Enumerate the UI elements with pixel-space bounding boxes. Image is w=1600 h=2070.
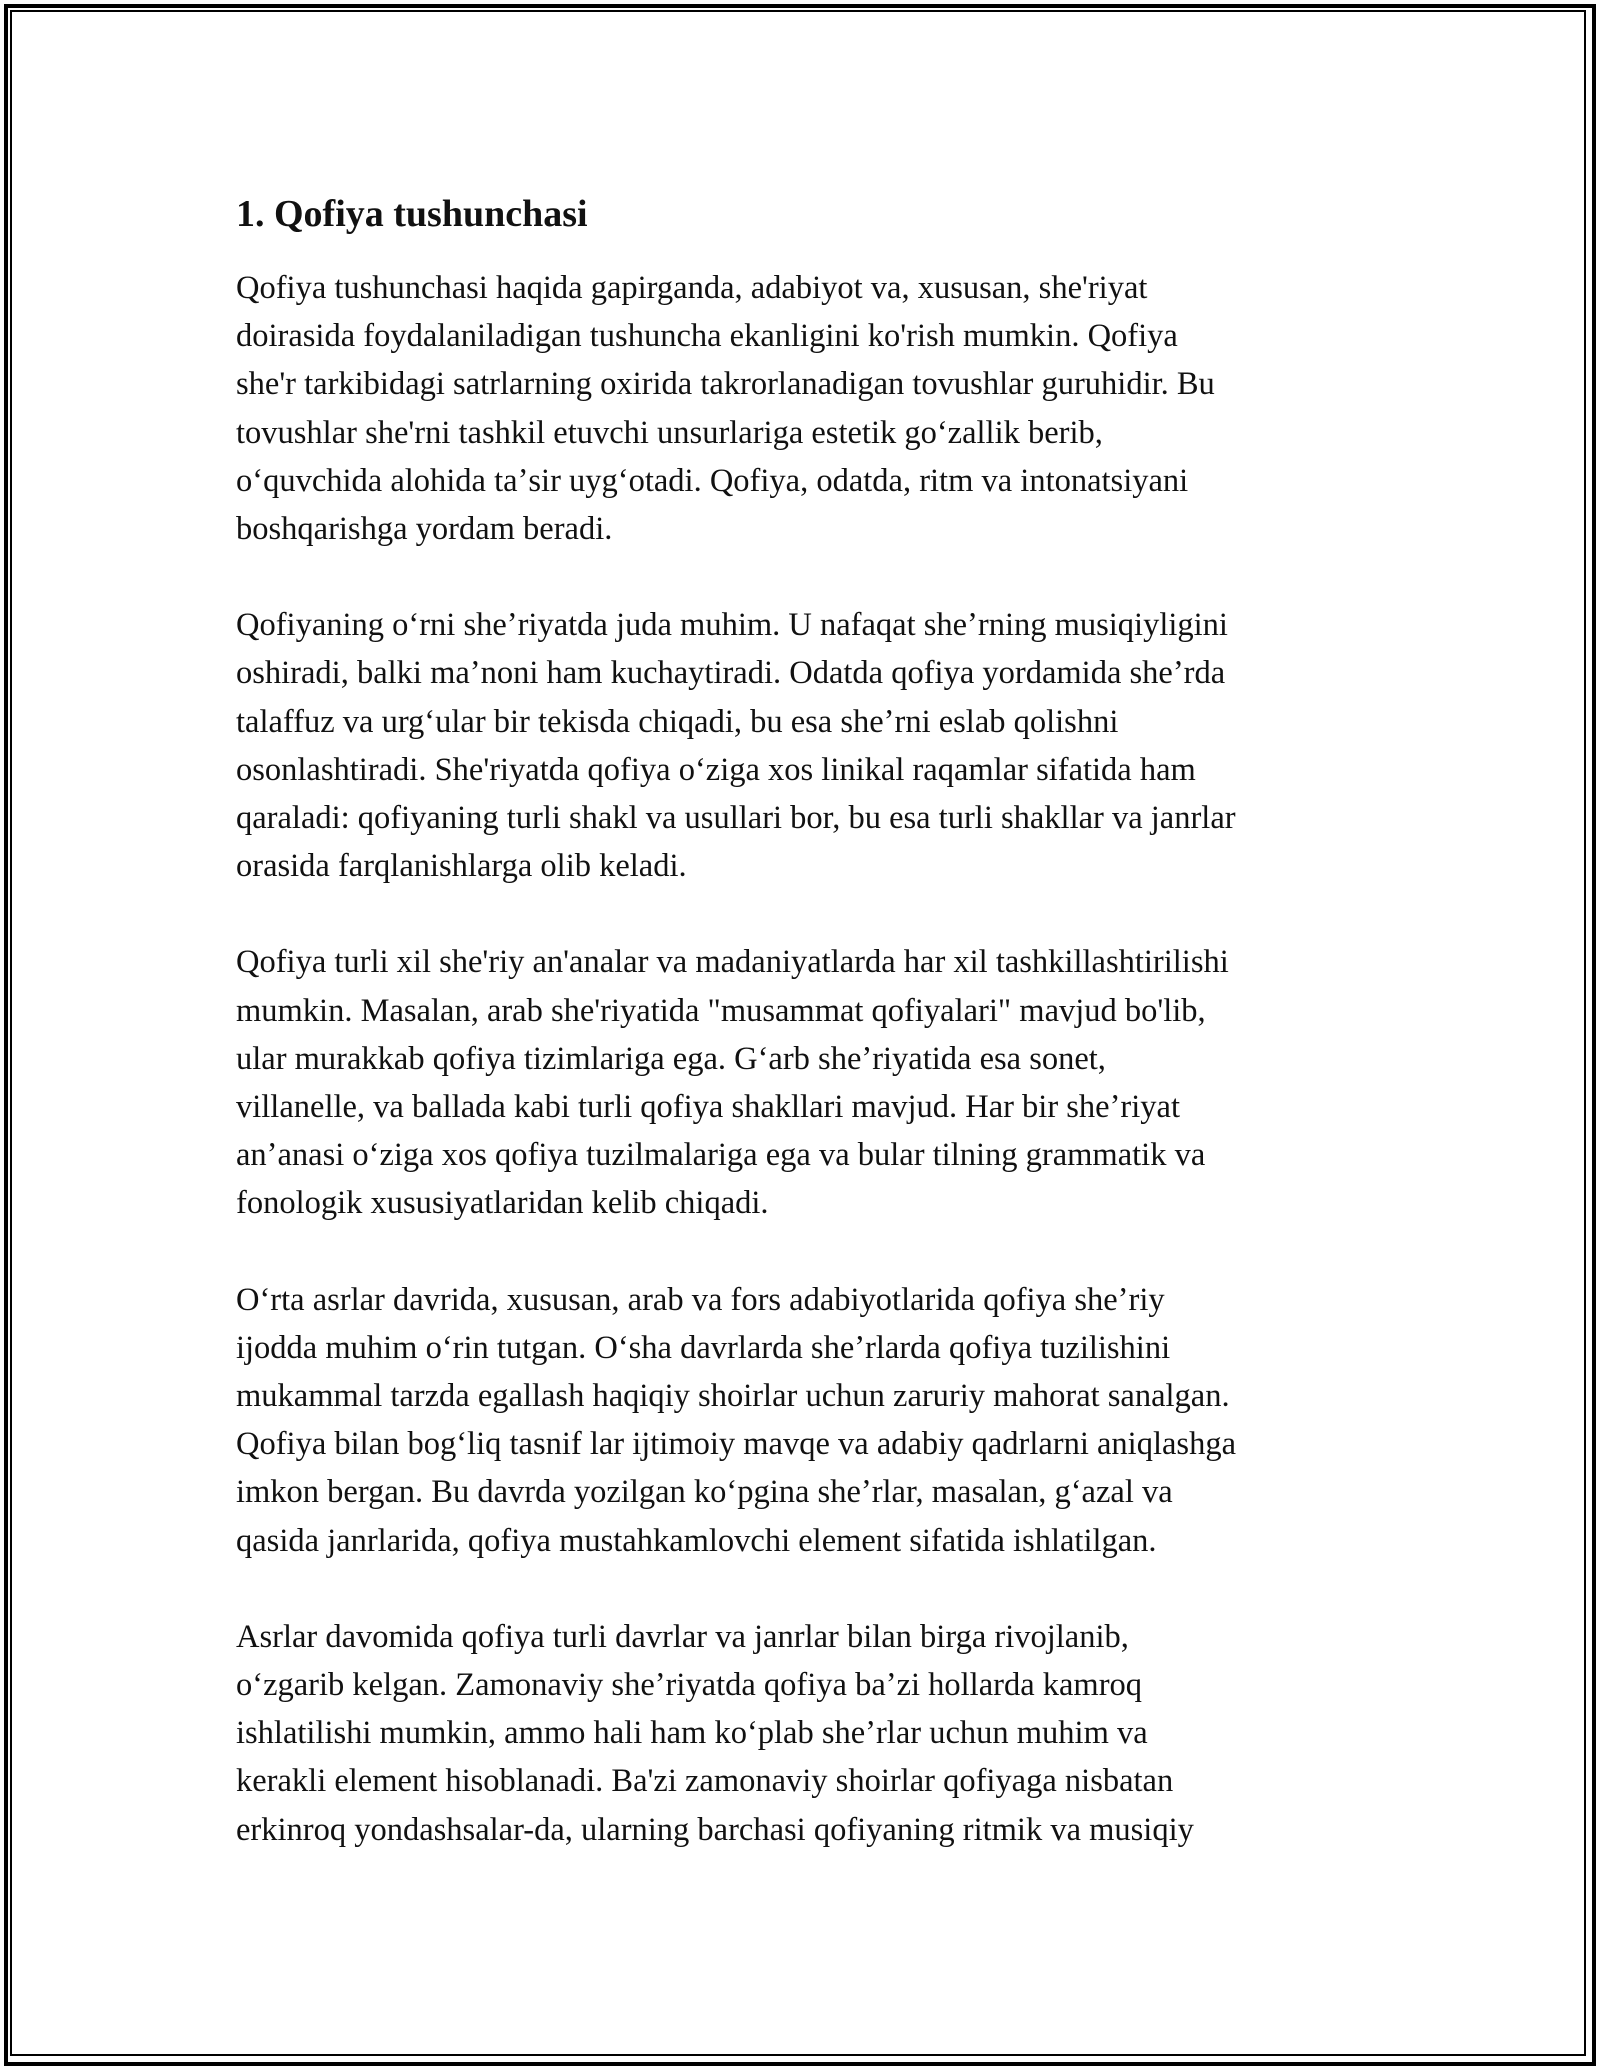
paragraph-line: Qofiya bilan bogʻliq tasnif lar ijtimoiy mavqe va adabiy qadrlarni aniqlashga <box>236 1426 1236 1463</box>
paragraph-line: qaraladi: qofiyaning turli shakl va usullari bor, bu esa turli shakllar va janrlar <box>236 800 1236 837</box>
paragraph-line: oʻquvchida alohida taʼsir uygʻotadi. Qofiya, odatda, ritm va intonatsiyani <box>236 462 1189 499</box>
paragraph-line: boshqarishga yordam beradi. <box>236 511 613 548</box>
paragraph-line: Asrlar davomida qofiya turli davrlar va janrlar bilan birga rivojlanib, <box>236 1618 1129 1655</box>
paragraph-line: anʼanasi oʻziga xos qofiya tuzilmalariga ega va bular tilning grammatik va <box>236 1137 1206 1174</box>
paragraph-line: oʻzgarib kelgan. Zamonaviy sheʼriyatda qofiya baʼzi hollarda kamroq <box>236 1667 1143 1704</box>
paragraph-3 <box>236 938 1376 1227</box>
paragraph-5 <box>236 1613 1376 1854</box>
paragraph-line: oshiradi, balki maʼnoni ham kuchaytiradi. Odatda qofiya yordamida sheʼrda <box>236 655 1226 692</box>
paragraph-line: kerakli element hisoblanadi. Ba'zi zamonaviy shoirlar qofiyaga nisbatan <box>236 1763 1174 1800</box>
paragraph-line: fonologik xususiyatlaridan kelib chiqadi. <box>236 1185 769 1222</box>
section-heading: 1. Qofiya tushunchasi <box>236 193 588 235</box>
paragraph-line: mumkin. Masalan, arab she'riyatida "musammat qofiyalari" mavjud bo'lib, <box>236 992 1206 1029</box>
paragraph-line: ijodda muhim oʻrin tutgan. Oʻsha davrlarda sheʼrlarda qofiya tuzilishini <box>236 1329 1171 1366</box>
paragraph-line: Qofiya tushunchasi haqida gapirganda, adabiyot va, xususan, she'riyat <box>236 270 1148 306</box>
paragraph-4 <box>236 1276 1376 1565</box>
paragraph-line: Qofiya turli xil she'riy an'analar va madaniyatlarda har xil tashkillashtirilishi <box>236 944 1229 981</box>
paragraph-line: villanelle, va ballada kabi turli qofiya shakllari mavjud. Har bir sheʼriyat <box>236 1089 1180 1126</box>
paragraph-1 <box>236 264 1376 553</box>
paragraph-line: tovushlar she'rni tashkil etuvchi unsurlariga estetik goʻzallik berib, <box>236 414 1103 451</box>
paragraph-line: orasida farqlanishlarga olib keladi. <box>236 848 687 885</box>
paragraph-line: erkinroq yondashsalar-da, ularning barchasi qofiyaning ritmik va musiqiy <box>236 1811 1194 1848</box>
paragraph-line: talaffuz va urgʻular bir tekisda chiqadi, bu esa sheʼrni eslab qolishni <box>236 703 1119 740</box>
paragraph-line: Oʻrta asrlar davrida, xususan, arab va fors adabiyotlarida qofiya sheʼriy <box>236 1281 1165 1318</box>
paragraph-line: doirasida foydalaniladigan tushuncha ekanligini ko'rish mumkin. Qofiya <box>236 318 1178 355</box>
paragraph-line: Qofiyaning oʻrni sheʼriyatda juda muhim. U nafaqat sheʼrning musiqiyligini <box>236 607 1228 644</box>
paragraph-line: ular murakkab qofiya tizimlariga ega. Gʻarb sheʼriyatida esa sonet, <box>236 1040 1106 1077</box>
paragraph-line: she'r tarkibidagi satrlarning oxirida takrorlanadigan tovushlar guruhidir. Bu <box>236 366 1215 403</box>
paragraph-line: imkon bergan. Bu davrda yozilgan koʻpgina sheʼrlar, masalan, gʻazal va <box>236 1474 1173 1511</box>
paragraph-line: qasida janrlarida, qofiya mustahkamlovchi element sifatida ishlatilgan. <box>236 1522 1157 1559</box>
paragraph-line: mukammal tarzda egallash haqiqiy shoirlar uchun zaruriy mahorat sanalgan. <box>236 1378 1230 1415</box>
paragraph-2 <box>236 601 1376 890</box>
paragraph-line: ishlatilishi mumkin, ammo hali ham koʻplab sheʼrlar uchun muhim va <box>236 1715 1148 1752</box>
document-body <box>236 186 1376 1902</box>
paragraph-line: osonlashtiradi. She'riyatda qofiya oʻziga xos linikal raqamlar sifatida ham <box>236 751 1196 788</box>
